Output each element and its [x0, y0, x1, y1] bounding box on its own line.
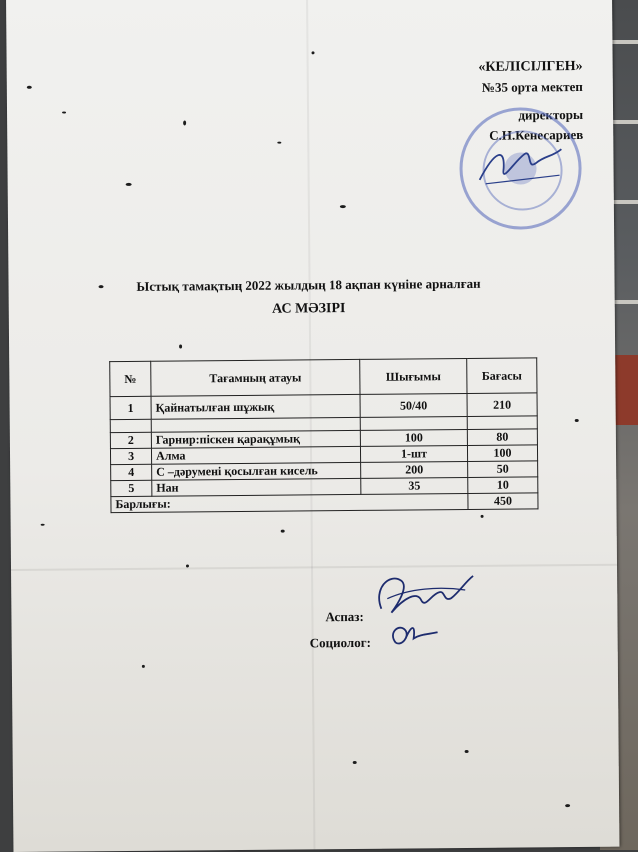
sociologist-label: Социолог:	[309, 634, 371, 651]
approval-title: «КЕЛІСІЛГЕН»	[478, 58, 583, 75]
approval-name: С.Н.Кенесариев	[489, 126, 584, 143]
header-dish-name: Тағамның атауы	[151, 359, 360, 396]
total-label: Барлығы:	[111, 493, 468, 512]
row-dish-name: Нан	[152, 478, 361, 496]
approval-school: №35 орта мектеп	[481, 78, 583, 95]
menu-title: АС МӘЗІРІ	[271, 301, 346, 317]
header-yield: Шығымы	[360, 358, 467, 394]
total-value: 450	[468, 493, 538, 510]
row-yield: 200	[361, 461, 468, 478]
sociologist-signature-icon	[385, 620, 445, 655]
row-number: 2	[110, 432, 151, 448]
row-price: 210	[467, 393, 537, 417]
director-signature-icon	[475, 139, 565, 190]
row-number: 5	[111, 480, 152, 496]
header-number: №	[110, 361, 151, 396]
menu-date-heading: Ыстық тамақтың 2022 жылдың 18 ақпан күніне арналған	[136, 275, 481, 294]
table-header-row	[110, 358, 537, 397]
cook-label: Аспаз:	[325, 608, 364, 625]
menu-table	[109, 357, 538, 513]
header-price: Бағасы	[467, 358, 537, 394]
row-yield: 35	[361, 477, 468, 494]
row-yield: 1-шт	[360, 445, 467, 462]
document-page	[6, 0, 619, 852]
approval-position: директоры	[518, 106, 584, 123]
row-number: 1	[110, 396, 151, 419]
row-price: 80	[467, 429, 537, 446]
row-yield: 100	[360, 429, 467, 446]
row-dish-name: Гарнир:піскен қарақұмық	[151, 430, 360, 448]
row-yield: 50/40	[360, 393, 467, 417]
row-price: 100	[467, 445, 537, 462]
row-dish-name: Қайнатылған шұжық	[151, 394, 360, 419]
row-number: 3	[110, 448, 151, 464]
row-dish-name: Алма	[151, 446, 360, 464]
row-dish-name: С –дәрумені қосылған кисель	[152, 462, 361, 480]
row-price: 10	[468, 477, 538, 494]
row-number: 4	[111, 464, 152, 480]
table-total-row	[111, 493, 538, 513]
row-price: 50	[468, 461, 538, 478]
